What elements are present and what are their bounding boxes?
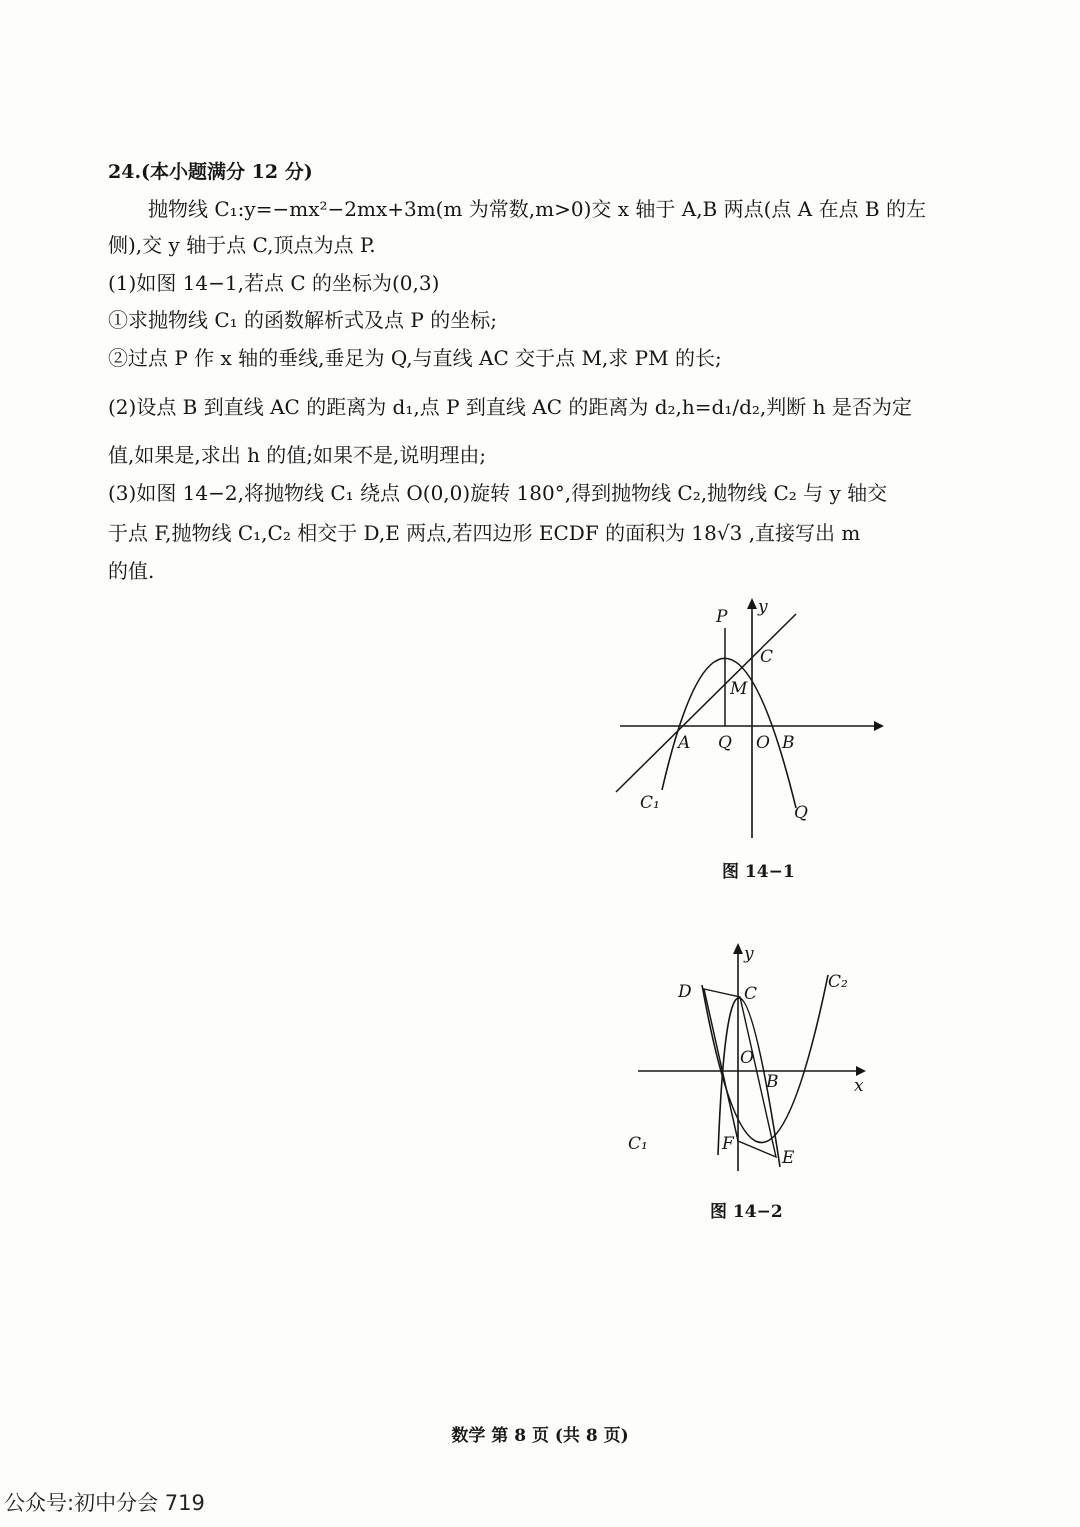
question-part1: (1)如图 14−1,若点 C 的坐标为(0,3) (108, 271, 440, 295)
label-e: E (782, 1148, 795, 1168)
label-q: Q (718, 733, 732, 753)
label-o: O (740, 1048, 754, 1068)
question-part3-cont: 于点 F,抛物线 C₁,C₂ 相交于 D,E 两点,若四边形 ECDF 的面积为 18√3 ,直接写出 m (108, 521, 861, 545)
page-number: 数学 第 8 页 (共 8 页) (451, 1426, 629, 1446)
figure-14-1 (600, 590, 900, 850)
label-p: P (716, 607, 728, 627)
parabola-c2 (702, 975, 828, 1143)
label-c: C (760, 647, 774, 667)
label-b: B (782, 733, 795, 753)
question-part3-end: 的值. (108, 559, 155, 583)
question-part2-cont: 值,如果是,求出 h 的值;如果不是,说明理由; (108, 443, 487, 467)
label-f: F (722, 1134, 734, 1154)
label-m: M (730, 679, 748, 699)
x-axis-arrow (856, 1066, 866, 1076)
question-part3: (3)如图 14−2,将抛物线 C₁ 绕点 O(0,0)旋转 180°,得到抛物线 C₂,抛物线 C₂ 与 y 轴交 (108, 481, 888, 505)
label-y: y (744, 944, 754, 964)
question-part2: (2)设点 B 到直线 AC 的距离为 d₁,点 P 到直线 AC 的距离为 d₂,h=d₁/d₂,判断 h 是否为定 (108, 395, 912, 419)
figure-14-2-caption: 图 14−2 (710, 1202, 783, 1222)
y-axis-arrow (747, 598, 757, 609)
question-title: 24.(本小题满分 12 分) (108, 161, 313, 183)
label-x: x (854, 1076, 864, 1096)
y-axis-arrow (733, 943, 743, 954)
question-line-1: 抛物线 C₁:y=−mx²−2mx+3m(m 为常数,m>0)交 x 轴于 A,B 两点(点 A 在点 B 的左 (148, 197, 926, 221)
question-part1-sub1: ①求抛物线 C₁ 的函数解析式及点 P 的坐标; (108, 308, 497, 332)
label-o: O (756, 733, 770, 753)
question-line-2: 侧),交 y 轴于点 C,顶点为点 P. (108, 233, 376, 257)
label-c1: C₁ (640, 793, 660, 813)
line-ac (616, 614, 796, 792)
label-b: B (766, 1072, 779, 1092)
label-c1: C₁ (628, 1134, 648, 1154)
x-axis-arrow (874, 721, 884, 731)
label-a: A (678, 733, 691, 753)
figure-14-2 (610, 935, 890, 1175)
label-c2: C₂ (828, 972, 848, 992)
question-part1-sub2: ②过点 P 作 x 轴的垂线,垂足为 Q,与直线 AC 交于点 M,求 PM 的长; (108, 346, 722, 370)
label-y: y (758, 597, 768, 617)
figure-14-1-caption: 图 14−1 (722, 862, 795, 882)
watermark: 公众号:初中分会 719 (4, 1491, 205, 1515)
label-c: C (744, 984, 758, 1004)
label-q-lower: Q (794, 803, 808, 823)
diag-dc (704, 989, 738, 1141)
label-d: D (678, 982, 692, 1002)
